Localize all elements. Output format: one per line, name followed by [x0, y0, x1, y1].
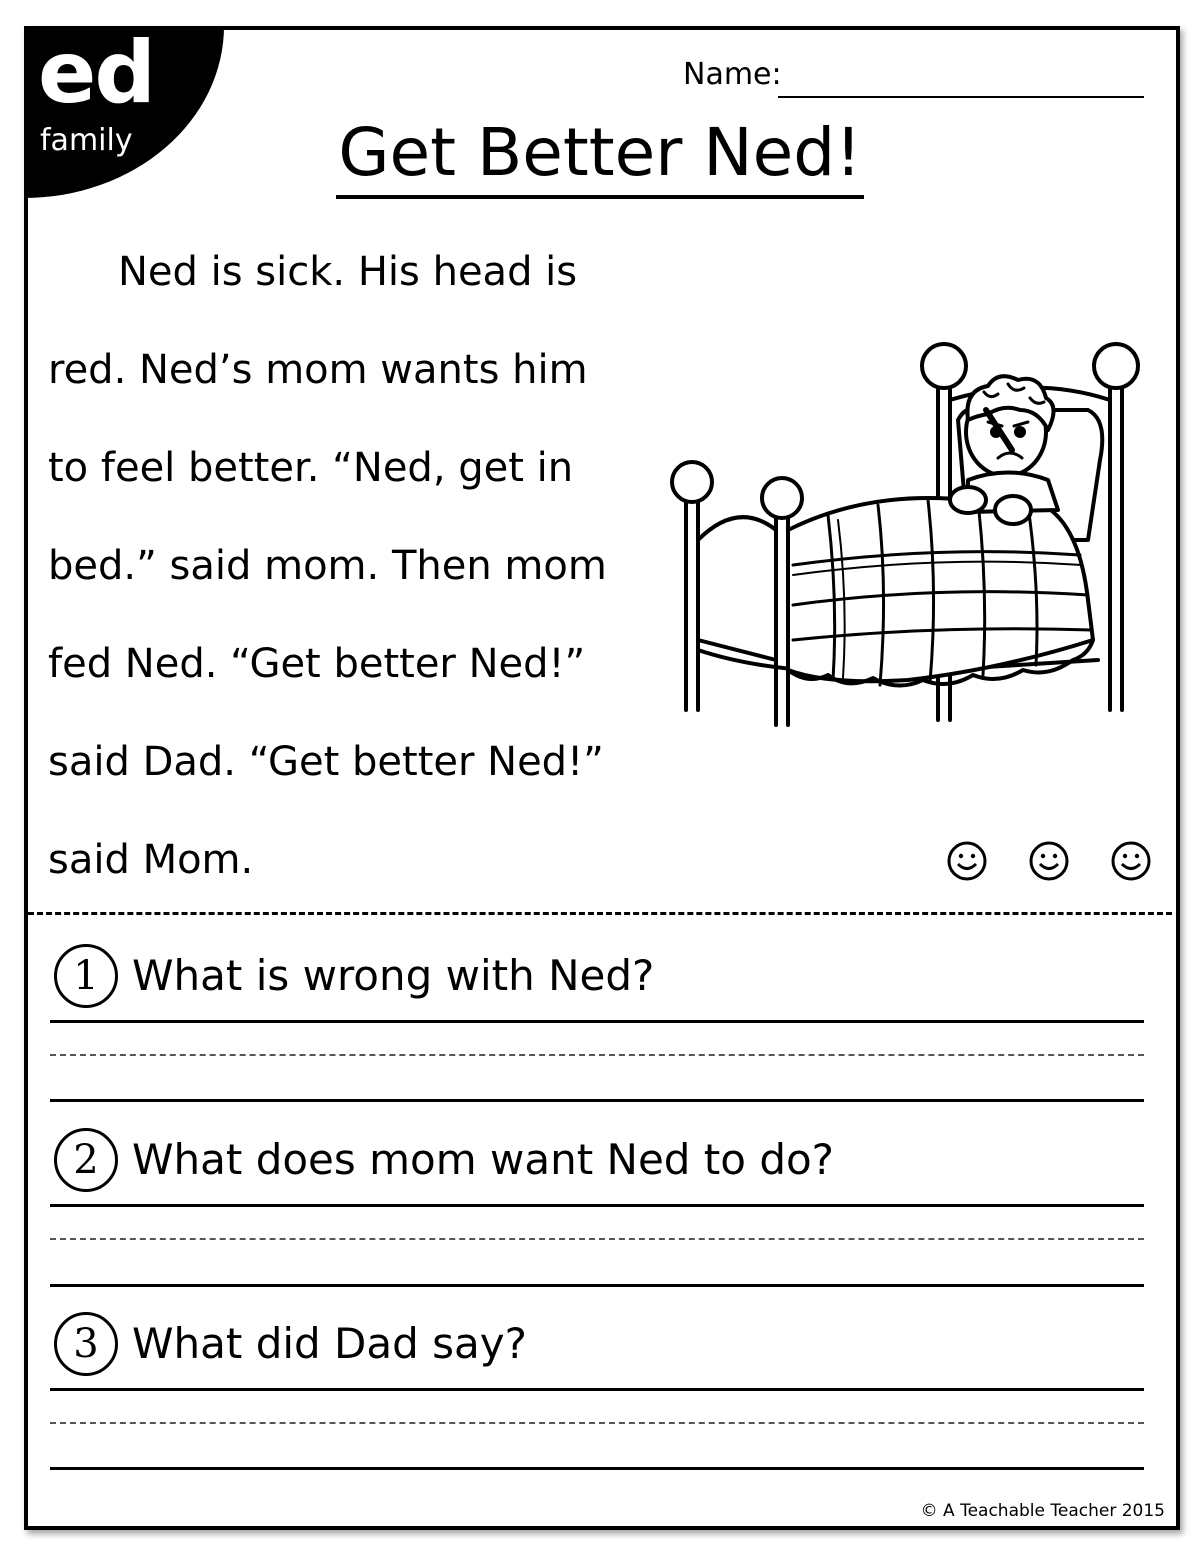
answer-line-top[interactable] — [50, 1388, 1144, 1391]
page-title — [0, 114, 1200, 191]
answer-line-bottom[interactable] — [50, 1099, 1144, 1102]
name-label: Name: — [683, 57, 782, 92]
question-number-badge: 3 — [54, 1312, 118, 1376]
story-line: red. Ned’s mom wants him — [48, 347, 588, 393]
sick-boy-in-bed-illustration — [668, 340, 1148, 730]
question-text: What did Dad say? — [132, 1319, 527, 1368]
question-number-badge: 2 — [54, 1128, 118, 1192]
question-text: What does mom want Ned to do? — [132, 1135, 834, 1184]
question-text: What is wrong with Ned? — [132, 951, 655, 1000]
story-line: Ned is sick. His head is — [118, 249, 578, 295]
answer-line-top[interactable] — [50, 1020, 1144, 1023]
answer-line-bottom[interactable] — [50, 1467, 1144, 1470]
story-line: said Dad. “Get better Ned!” — [48, 739, 604, 785]
story-line: to feel better. “Ned, get in — [48, 445, 574, 491]
smiley-rating-icon[interactable] — [1028, 840, 1070, 882]
story-line: said Mom. — [48, 837, 254, 883]
page-title-text: Get Better Ned! — [336, 114, 863, 199]
word-family-label: ed — [38, 23, 154, 123]
answer-line-mid[interactable] — [50, 1054, 1144, 1056]
copyright-notice: © A Teachable Teacher 2015 — [920, 1501, 1165, 1521]
name-field-line[interactable] — [778, 96, 1144, 98]
smiley-rating-icon[interactable] — [946, 840, 988, 882]
smiley-rating-icon[interactable] — [1110, 840, 1152, 882]
word-family-caption: family — [40, 123, 133, 158]
question-number-badge: 1 — [54, 944, 118, 1008]
story-line: bed.” said mom. Then mom — [48, 543, 607, 589]
answer-line-bottom[interactable] — [50, 1284, 1144, 1287]
answer-line-mid[interactable] — [50, 1238, 1144, 1240]
section-divider — [28, 912, 1172, 915]
story-line: fed Ned. “Get better Ned!” — [48, 641, 586, 687]
answer-line-top[interactable] — [50, 1204, 1144, 1207]
answer-line-mid[interactable] — [50, 1422, 1144, 1424]
